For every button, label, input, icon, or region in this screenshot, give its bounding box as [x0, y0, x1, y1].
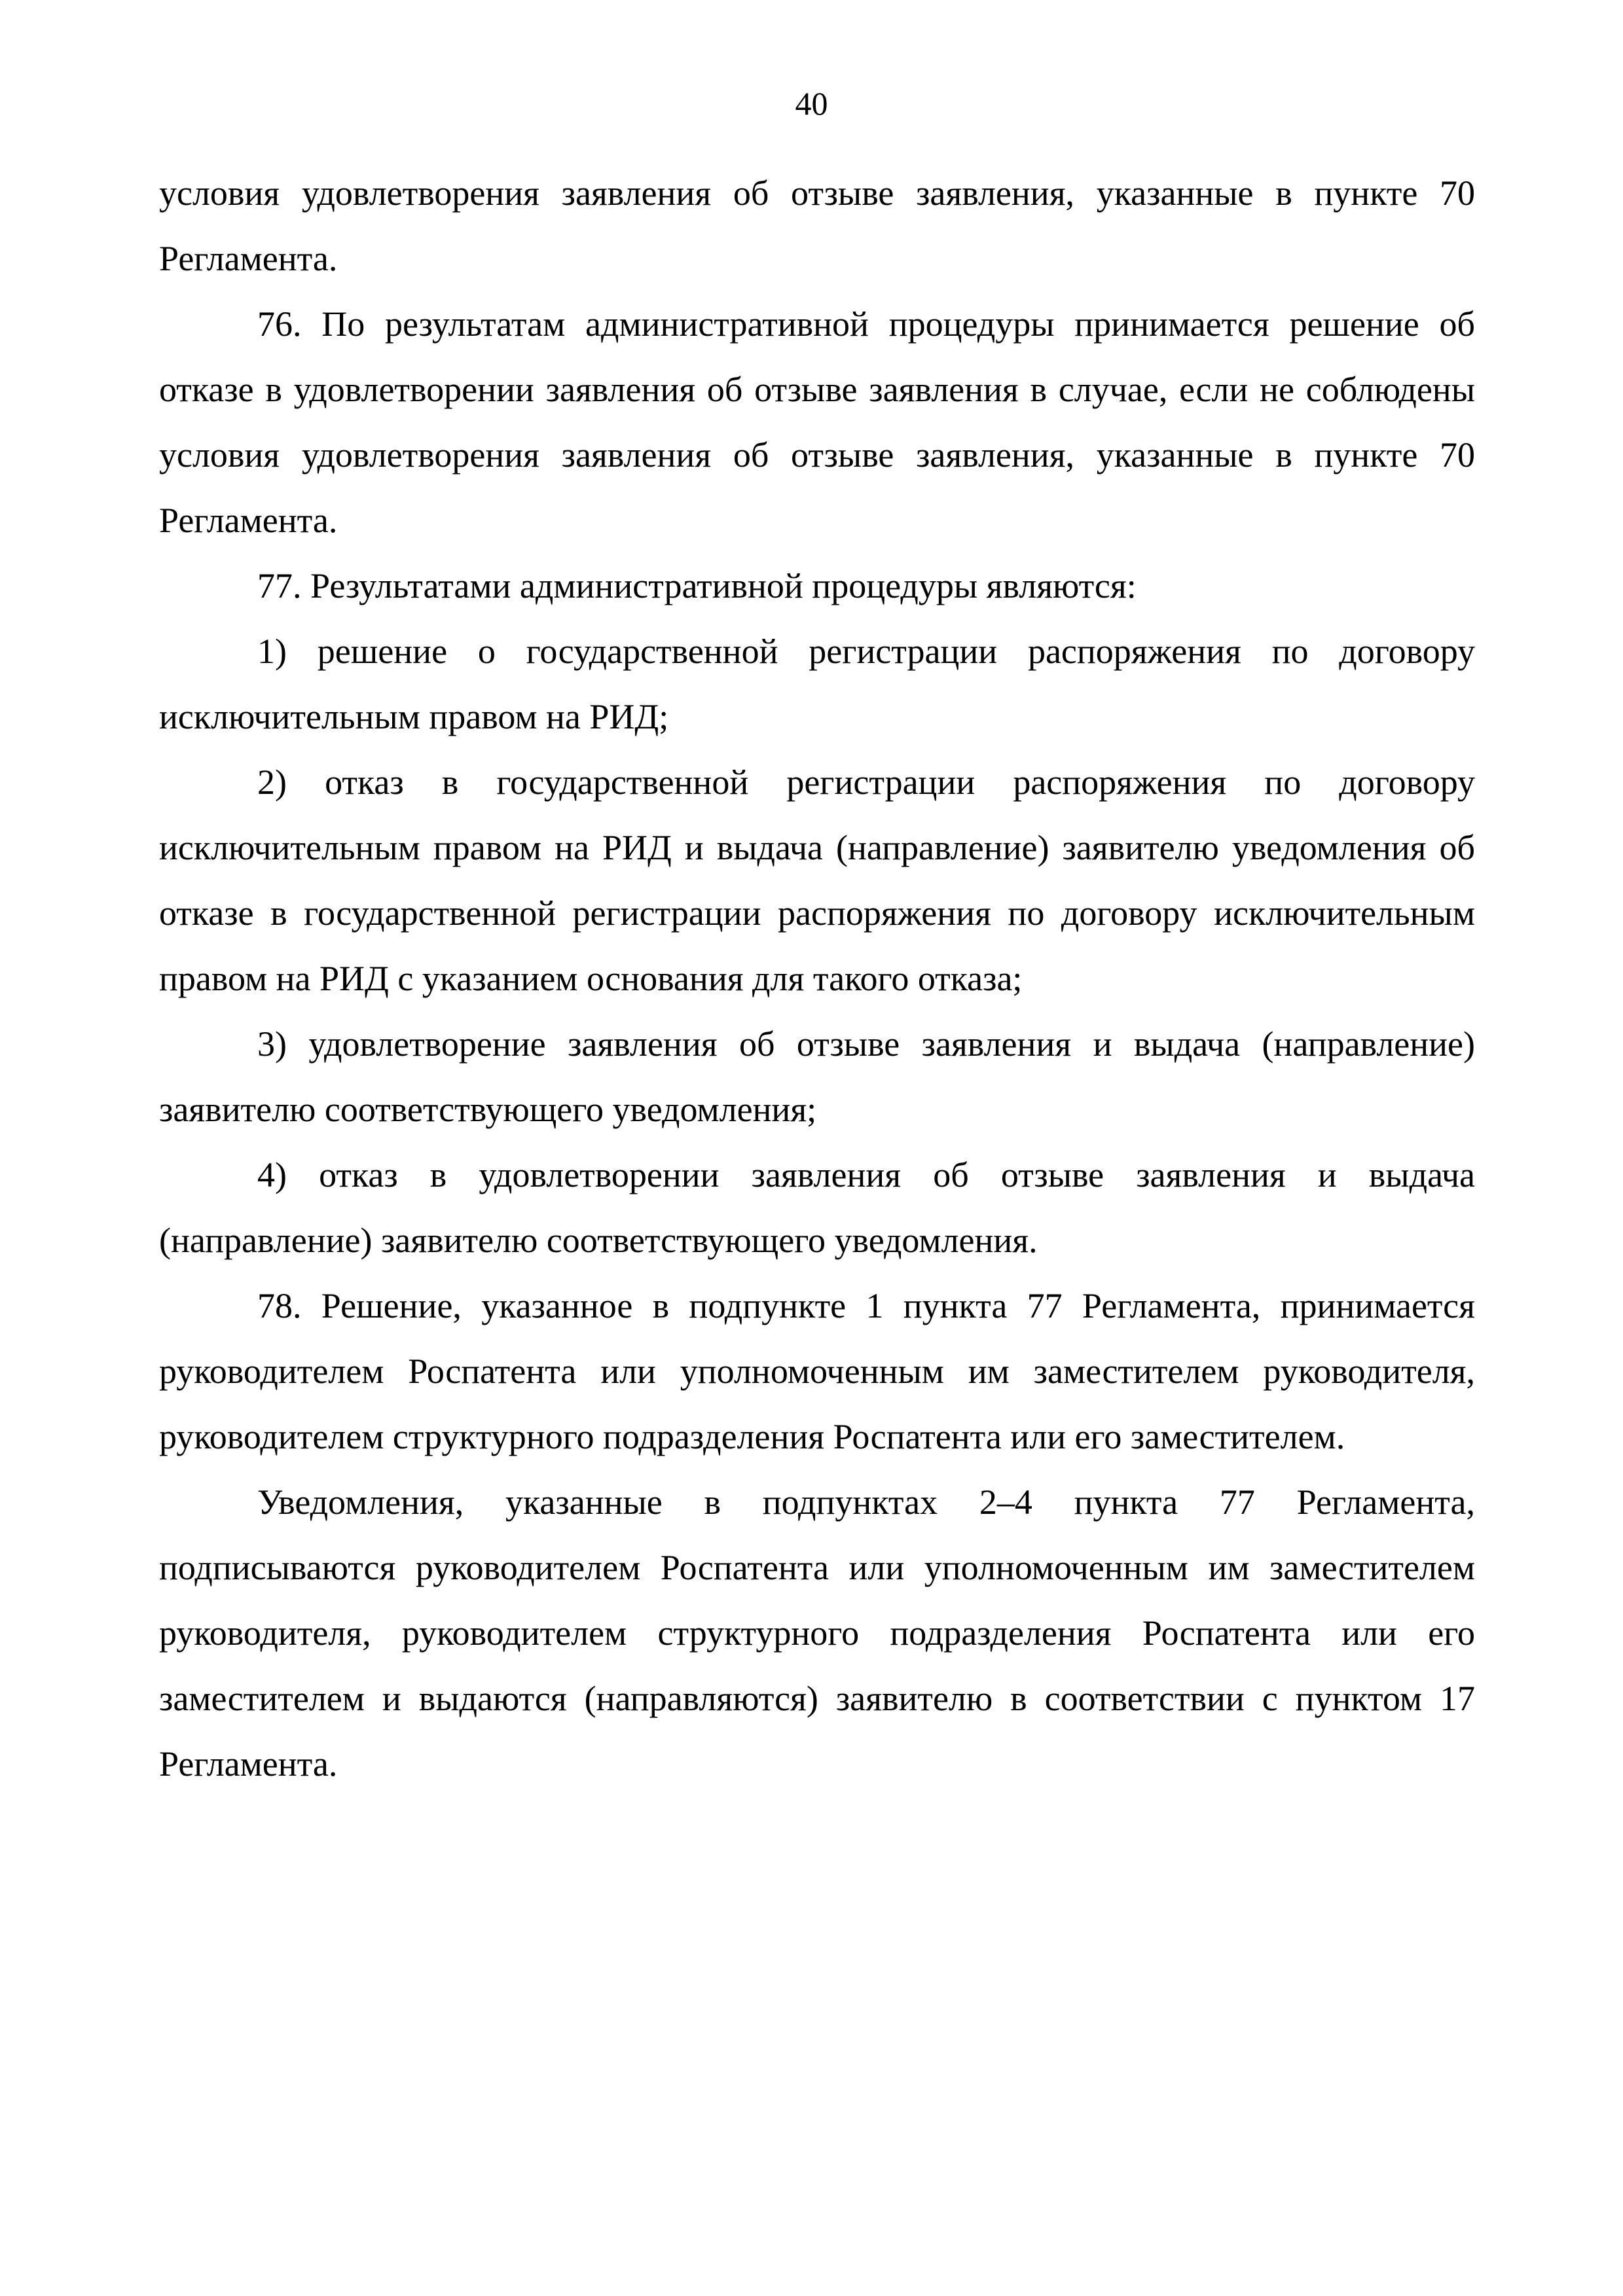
- list-item-3: 3) удовлетворение заявления об отзыве заявления и выдача (направление) заявителю соответствующего уведомления;: [159, 1024, 1475, 1129]
- paragraph-78: 78. Решение, указанное в подпункте 1 пункта 77 Регламента, принимается руководителем Роспатента или уполномоченным им заместителем руководителя, руководителем структурного подразделения Роспатента или его заместителем.: [159, 1286, 1475, 1456]
- document-body: [159, 160, 1475, 1797]
- list-item-2: 2) отказ в государственной регистрации распоряжения по договору исключительным правом на РИД и выдача (направление) заявителю уведомления об отказе в государственной регистрации распоряжения по договору исключительным правом на РИД с указанием основания для такого отказа;: [159, 762, 1475, 998]
- list-item-1: 1) решение о государственной регистрации распоряжения по договору исключительным правом на РИД;: [159, 632, 1475, 736]
- list-item-4: 4) отказ в удовлетворении заявления об отзыве заявления и выдача (направление) заявителю соответствующего уведомления.: [159, 1155, 1475, 1260]
- paragraph-76: 76. По результатам административной процедуры принимается решение об отказе в удовлетворении заявления об отзыве заявления в случае, если не соблюдены условия удовлетворения заявления об отзыве заявления, указанные в пункте 70 Регламента.: [159, 304, 1475, 540]
- paragraph-continuation: условия удовлетворения заявления об отзыве заявления, указанные в пункте 70 Регламента.: [159, 173, 1475, 278]
- paragraph-77: 77. Результатами административной процедуры являются:: [257, 566, 1137, 605]
- page-number: 40: [795, 85, 828, 122]
- paragraph-notifications: Уведомления, указанные в подпунктах 2–4 пункта 77 Регламента, подписываются руководителем Роспатента или уполномоченным им заместителем руководителя, руководителем структурного подразделения Роспатента или его заместителем и выдаются (направляются) заявителю в соответствии с пунктом 17 Регламента.: [159, 1482, 1475, 1784]
